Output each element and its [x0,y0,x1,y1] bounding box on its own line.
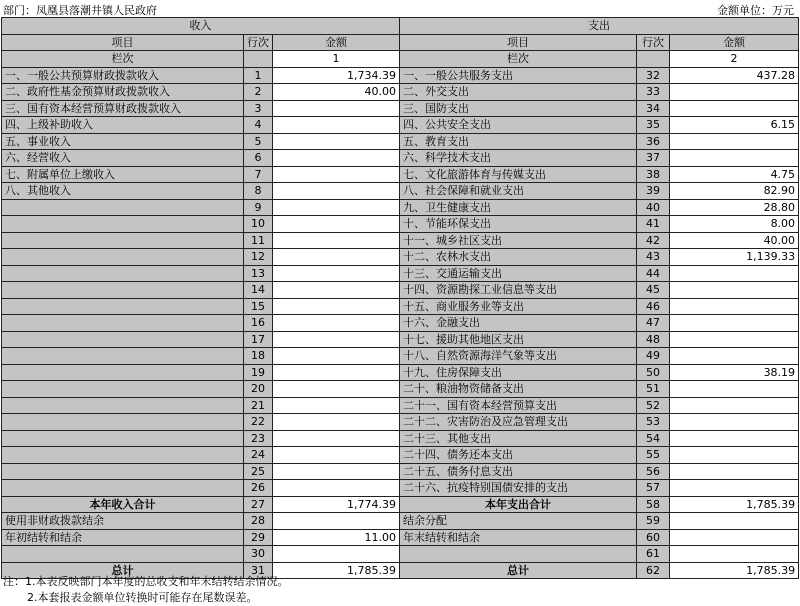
expense-item: 五、教育支出 [400,133,637,150]
income-amount [273,133,400,150]
expense-amount: 437.28 [670,67,799,84]
expense-amount [670,100,799,117]
income-amount [273,331,400,348]
table-row [2,183,799,200]
table-row [2,150,799,167]
income-item [2,463,244,480]
expense-amount: 6.15 [670,117,799,134]
expense-amount [670,381,799,398]
expense-item: 二十五、债务付息支出 [400,463,637,480]
income-line-number: 4 [244,117,273,134]
income-lanci-line [244,51,273,68]
income-item [2,216,244,233]
expense-amount [670,546,799,563]
table-row [2,463,799,480]
expense-item [400,546,637,563]
income-line-number: 6 [244,150,273,167]
expense-column-number: 2 [670,51,799,68]
table-row [2,430,799,447]
table-row [2,364,799,381]
expense-line-number: 59 [637,513,670,530]
department-label: 部门：凤凰县落潮井镇人民政府 [3,4,157,17]
expense-line-number: 42 [637,232,670,249]
expense-line-number: 61 [637,546,670,563]
income-item [2,249,244,266]
income-lanci-label: 栏次 [2,51,244,68]
income-item [2,265,244,282]
expense-line-number: 39 [637,183,670,200]
expense-item: 九、卫生健康支出 [400,199,637,216]
income-amount [273,430,400,447]
expense-item: 二十三、其他支出 [400,430,637,447]
expense-lanci-line [637,51,670,68]
report-header [0,0,800,16]
income-amount [273,282,400,299]
expense-item: 三、国防支出 [400,100,637,117]
expense-amount: 1,785.39 [670,496,799,513]
expense-amount [670,513,799,530]
expense-line-number: 53 [637,414,670,431]
subtotal-row [2,496,799,513]
income-line-number: 23 [244,430,273,447]
expense-line-number: 50 [637,364,670,381]
footnotes [3,574,289,606]
expense-amount [670,298,799,315]
income-amount: 1,734.39 [273,67,400,84]
table-row [2,414,799,431]
income-line-number: 16 [244,315,273,332]
income-section-title: 收入 [2,18,400,35]
income-line-number: 21 [244,397,273,414]
expense-line-number: 35 [637,117,670,134]
table-row [2,133,799,150]
income-amount [273,298,400,315]
expense-item: 结余分配 [400,513,637,530]
income-amount [273,315,400,332]
income-amount [273,381,400,398]
expense-item: 总计 [400,562,637,579]
expense-amount: 38.19 [670,364,799,381]
expense-line-number: 60 [637,529,670,546]
income-item: 八、其他收入 [2,183,244,200]
income-item: 使用非财政拨款结余 [2,513,244,530]
expense-item: 年末结转和结余 [400,529,637,546]
table-row [2,447,799,464]
table-row [2,282,799,299]
expense-amount: 4.75 [670,166,799,183]
income-item: 三、国有资本经营预算财政拨款收入 [2,100,244,117]
income-item [2,315,244,332]
income-line-number: 22 [244,414,273,431]
expense-item: 十二、农林水支出 [400,249,637,266]
income-item [2,199,244,216]
expense-item: 十九、住房保障支出 [400,364,637,381]
expense-line-number: 47 [637,315,670,332]
table-row [2,546,799,563]
expense-line-number: 46 [637,298,670,315]
income-line-number: 19 [244,364,273,381]
expense-line-number: 48 [637,331,670,348]
table-row [2,199,799,216]
income-line-number: 11 [244,232,273,249]
expense-item: 四、公共安全支出 [400,117,637,134]
income-item [2,232,244,249]
expense-item: 二十四、债务还本支出 [400,447,637,464]
expense-section-title: 支出 [400,18,799,35]
income-amount [273,265,400,282]
income-line-number: 24 [244,447,273,464]
expense-line-number: 41 [637,216,670,233]
income-amount: 1,774.39 [273,496,400,513]
expense-line-number: 56 [637,463,670,480]
expense-item: 十一、城乡社区支出 [400,232,637,249]
table-row [2,529,799,546]
expense-amount: 8.00 [670,216,799,233]
table-row [2,100,799,117]
expense-item: 二十一、国有资本经营预算支出 [400,397,637,414]
income-line-number: 13 [244,265,273,282]
income-amount [273,364,400,381]
unit-label: 金额单位：万元 [717,4,794,17]
table-row [2,265,799,282]
expense-amount [670,315,799,332]
expense-amount [670,331,799,348]
expense-amount: 82.90 [670,183,799,200]
income-line-number: 15 [244,298,273,315]
table-row [2,67,799,84]
table-row [2,117,799,134]
table-row [2,480,799,497]
expense-amount [670,133,799,150]
expense-line-number: 58 [637,496,670,513]
expense-item: 二十、粮油物资储备支出 [400,381,637,398]
income-amount [273,513,400,530]
income-item [2,298,244,315]
income-amount: 11.00 [273,529,400,546]
expense-line-number: 62 [637,562,670,579]
expense-amount [670,150,799,167]
expense-line-number: 34 [637,100,670,117]
income-item [2,414,244,431]
expense-line-number: 45 [637,282,670,299]
expense-amount [670,480,799,497]
expense-item: 二十二、灾害防治及应急管理支出 [400,414,637,431]
table-row [2,249,799,266]
expense-item-header: 项目 [400,34,637,51]
income-amount [273,348,400,365]
expense-item: 七、文化旅游体育与传媒支出 [400,166,637,183]
income-item: 七、附属单位上缴收入 [2,166,244,183]
income-line-number: 12 [244,249,273,266]
income-item [2,348,244,365]
income-item: 二、政府性基金预算财政拨款收入 [2,84,244,101]
table-row [2,348,799,365]
income-item: 本年收入合计 [2,496,244,513]
expense-amount [670,348,799,365]
income-line-number: 10 [244,216,273,233]
column-number-row [2,51,799,68]
expense-item: 二十六、抗疫特别国债安排的支出 [400,480,637,497]
expense-line-number: 36 [637,133,670,150]
income-item-header: 项目 [2,34,244,51]
income-amount [273,414,400,431]
column-header-row [2,34,799,51]
income-amount [273,232,400,249]
expense-item: 十四、资源勘探工业信息等支出 [400,282,637,299]
table-row [2,298,799,315]
expense-amount-header: 金额 [670,34,799,51]
expense-item: 十、节能环保支出 [400,216,637,233]
income-item [2,282,244,299]
income-amount [273,216,400,233]
expense-lanci-label: 栏次 [400,51,637,68]
income-item [2,364,244,381]
income-amount: 40.00 [273,84,400,101]
expense-item: 十五、商业服务业等支出 [400,298,637,315]
income-amount [273,199,400,216]
income-line-number: 20 [244,381,273,398]
income-amount [273,117,400,134]
income-line-number: 9 [244,199,273,216]
income-line-number: 18 [244,348,273,365]
expense-amount [670,265,799,282]
expense-amount [670,463,799,480]
expense-line-number: 44 [637,265,670,282]
table-row [2,315,799,332]
income-amount: 1,785.39 [273,562,400,579]
expense-amount: 1,785.39 [670,562,799,579]
income-line-number: 3 [244,100,273,117]
income-item [2,546,244,563]
expense-amount [670,414,799,431]
budget-table-body [2,18,799,579]
budget-table [1,17,799,579]
income-line-number: 17 [244,331,273,348]
expense-line-header: 行次 [637,34,670,51]
income-item: 六、经营收入 [2,150,244,167]
income-line-number: 5 [244,133,273,150]
expense-amount [670,529,799,546]
income-item [2,397,244,414]
expense-amount [670,397,799,414]
expense-item: 六、科学技术支出 [400,150,637,167]
income-line-number: 27 [244,496,273,513]
income-amount [273,480,400,497]
expense-amount: 28.80 [670,199,799,216]
expense-line-number: 55 [637,447,670,464]
income-item: 总计 [2,562,244,579]
income-amount [273,166,400,183]
expense-amount [670,447,799,464]
expense-line-number: 49 [637,348,670,365]
income-item [2,480,244,497]
footnote-1: 注：1.本表反映部门本年度的总收支和年末结转结余情况。 [3,575,289,588]
income-line-number: 1 [244,67,273,84]
expense-amount [670,84,799,101]
income-line-number: 7 [244,166,273,183]
income-line-number: 26 [244,480,273,497]
expense-line-number: 38 [637,166,670,183]
expense-line-number: 33 [637,84,670,101]
income-column-number: 1 [273,51,400,68]
income-amount [273,249,400,266]
table-row [2,232,799,249]
expense-line-number: 52 [637,397,670,414]
expense-item: 八、社会保障和就业支出 [400,183,637,200]
table-row [2,216,799,233]
expense-item: 十七、援助其他地区支出 [400,331,637,348]
expense-line-number: 54 [637,430,670,447]
expense-item: 十三、交通运输支出 [400,265,637,282]
income-amount [273,150,400,167]
income-amount [273,447,400,464]
income-item: 五、事业收入 [2,133,244,150]
expense-line-number: 40 [637,199,670,216]
expense-line-number: 51 [637,381,670,398]
expense-item: 本年支出合计 [400,496,637,513]
income-line-number: 28 [244,513,273,530]
income-amount-header: 金额 [273,34,400,51]
income-amount [273,546,400,563]
income-item: 一、一般公共预算财政拨款收入 [2,67,244,84]
income-amount [273,183,400,200]
income-amount [273,463,400,480]
expense-amount: 40.00 [670,232,799,249]
income-line-number: 2 [244,84,273,101]
table-row [2,331,799,348]
expense-line-number: 37 [637,150,670,167]
table-row [2,513,799,530]
income-item: 四、上级补助收入 [2,117,244,134]
income-line-header: 行次 [244,34,273,51]
income-line-number: 14 [244,282,273,299]
income-line-number: 25 [244,463,273,480]
income-line-number: 30 [244,546,273,563]
expense-line-number: 43 [637,249,670,266]
income-line-number: 31 [244,562,273,579]
section-header-row [2,18,799,35]
income-item [2,447,244,464]
expense-item: 二、外交支出 [400,84,637,101]
expense-item: 十八、自然资源海洋气象等支出 [400,348,637,365]
expense-item: 一、一般公共服务支出 [400,67,637,84]
expense-item: 十六、金融支出 [400,315,637,332]
income-item [2,381,244,398]
income-line-number: 8 [244,183,273,200]
income-line-number: 29 [244,529,273,546]
income-amount [273,100,400,117]
table-row [2,84,799,101]
table-row [2,397,799,414]
income-amount [273,397,400,414]
expense-amount: 1,139.33 [670,249,799,266]
table-row [2,381,799,398]
income-item: 年初结转和结余 [2,529,244,546]
table-row [2,166,799,183]
expense-line-number: 57 [637,480,670,497]
expense-amount [670,282,799,299]
expense-line-number: 32 [637,67,670,84]
income-item [2,331,244,348]
footnote-2: 2.本套报表金额单位转换时可能存在尾数误差。 [27,591,258,604]
income-item [2,430,244,447]
expense-amount [670,430,799,447]
